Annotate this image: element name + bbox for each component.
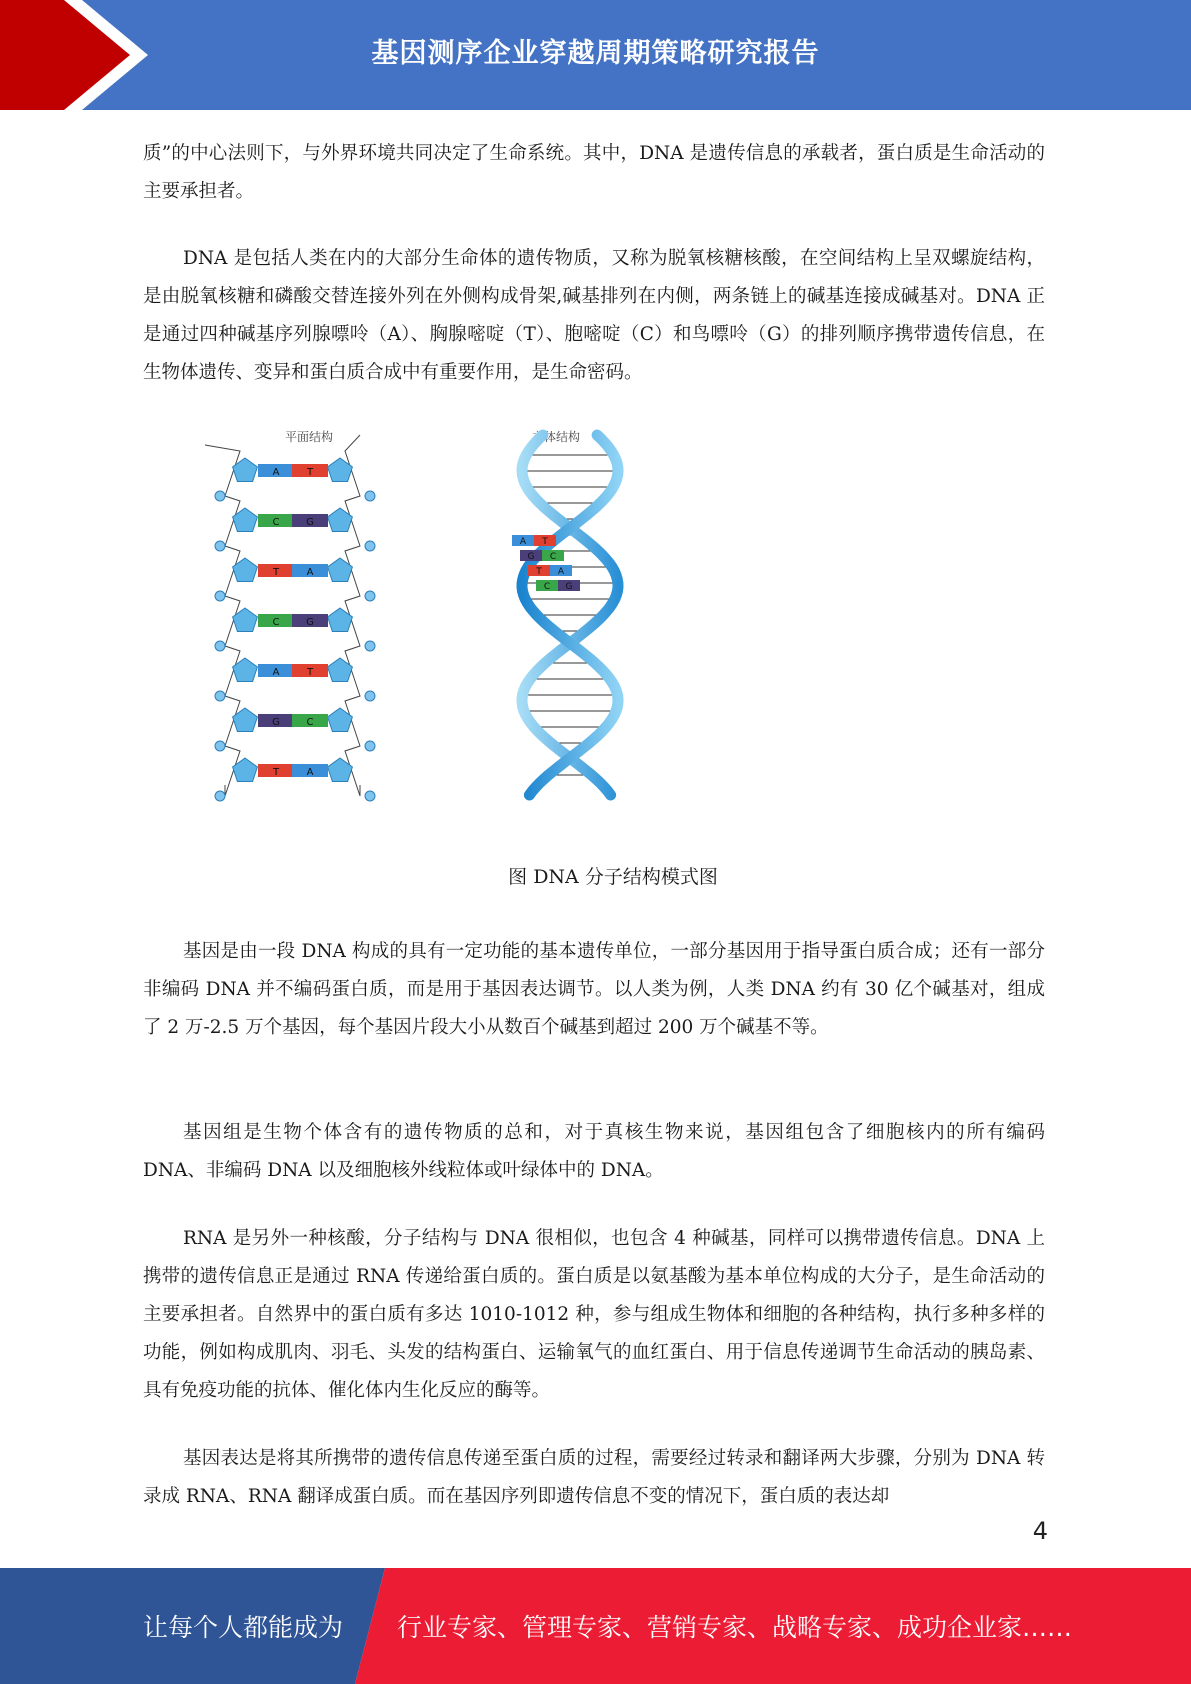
base-label: G	[306, 517, 314, 528]
helix-base-label: G	[565, 582, 573, 592]
base-label: C	[272, 517, 280, 528]
paragraph-gene: 基因是由一段 DNA 构成的具有一定功能的基本遗传单位，一部分基因用于指导蛋白质合成；还有一部分非编码 DNA 并不编码蛋白质，而是用于基因表达调节。以人类为例，人类 DNA 约有 30 亿个碱基对，组成了 2 万-2.5 万个基因，每个基因片段大小从数百个碱基到超过 200 万个碱基不等。	[143, 941, 1045, 1038]
base-label: T	[272, 767, 280, 778]
planar-structure-label: 平面结构	[285, 430, 334, 444]
helix-structure	[512, 435, 618, 795]
phosphate-dot	[365, 591, 375, 601]
helix-structure-label: 立体结构	[532, 430, 581, 444]
phosphate-dot	[365, 741, 375, 751]
base-label: T	[306, 667, 314, 678]
phosphate-dot	[215, 591, 225, 601]
base-label: G	[272, 717, 280, 728]
footer-slogan-right: 行业专家、管理专家、营销专家、战略专家、成功企业家……	[397, 1613, 1073, 1642]
base-label: C	[306, 717, 314, 728]
page-footer	[0, 1568, 1191, 1684]
helix-base-label: A	[557, 567, 565, 577]
phosphate-dot	[215, 491, 225, 501]
paragraph-genome: 基因组是生物个体含有的遗传物质的总和，对于真核生物来说，基因组包含了细胞核内的所有编码 DNA、非编码 DNA 以及细胞核外线粒体或叶绿体中的 DNA。	[143, 1122, 1045, 1181]
phosphate-dot	[365, 691, 375, 701]
dna-structure-figure	[180, 415, 700, 815]
base-label: A	[306, 567, 314, 578]
base-label: A	[272, 667, 280, 678]
base-label: A	[306, 767, 314, 778]
figure-caption: 图 DNA 分子结构模式图	[508, 866, 718, 888]
helix-base-label: C	[543, 582, 551, 592]
helix-base-label: C	[549, 552, 557, 562]
paragraph-central-dogma: 质”的中心法则下，与外界环境共同决定了生命系统。其中，DNA 是遗传信息的承载者，蛋白质是生命活动的主要承担者。	[143, 143, 1045, 202]
phosphate-dot	[215, 541, 225, 551]
header-arrow-icon	[0, 0, 150, 110]
phosphate-dot	[365, 641, 375, 651]
base-label: T	[306, 467, 314, 478]
helix-base-label: T	[542, 537, 548, 547]
base-label: G	[306, 617, 314, 628]
phosphate-dot	[215, 691, 225, 701]
phosphate-dot	[365, 791, 375, 801]
phosphate-dot	[365, 491, 375, 501]
planar-structure	[205, 435, 375, 801]
base-label: T	[272, 567, 280, 578]
phosphate-dot	[215, 641, 225, 651]
report-title: 基因测序企业穿越周期策略研究报告	[371, 37, 820, 69]
phosphate-dot	[215, 741, 225, 751]
base-label: C	[272, 617, 280, 628]
paragraph-rna: RNA 是另外一种核酸，分子结构与 DNA 很相似，也包含 4 种碱基，同样可以携带遗传信息。DNA 上携带的遗传信息正是通过 RNA 传递给蛋白质的。蛋白质是以氨基酸为基本单位构成的大分子，是生命活动的主要承担者。自然界中的蛋白质有多达 1010-1012 种，参与组成生物体和细胞的各种结构，执行多种多样的功能，例如构成肌肉、羽毛、头发的结构蛋白、运输氧气的血红蛋白、用于信息传递调节生命活动的胰岛素、具有免疫功能的抗体、催化体内生化反应的酶等。	[143, 1228, 1045, 1401]
phosphate-dot	[365, 541, 375, 551]
helix-base-label: A	[519, 537, 527, 547]
page-number: 4	[1032, 1517, 1048, 1545]
paragraph-dna: DNA 是包括人类在内的大部分生命体的遗传物质，又称为脱氧核糖核酸，在空间结构上呈双螺旋结构，是由脱氧核糖和磷酸交替连接外列在外侧构成骨架,碱基排列在内侧，两条链上的碱基连接成碱基对。DNA 正是通过四种碱基序列腺嘌呤（A）、胸腺嘧啶（T）、胞嘧啶（C）和鸟嘌呤（G）的排列顺序携带遗传信息，在生物体遗传、变异和蛋白质合成中有重要作用，是生命密码。	[143, 248, 1045, 383]
footer-slogan-left: 让每个人都能成为	[143, 1613, 344, 1642]
page-header	[0, 0, 1191, 110]
helix-base-label: T	[536, 567, 542, 577]
phosphate-dot	[215, 791, 225, 801]
helix-base-label: G	[527, 552, 535, 562]
paragraph-gene-expression: 基因表达是将其所携带的遗传信息传递至蛋白质的过程，需要经过转录和翻译两大步骤，分别为 DNA 转录成 RNA、RNA 翻译成蛋白质。而在基因序列即遗传信息不变的情况下，蛋白质的表达却	[143, 1448, 1045, 1507]
base-label: A	[272, 467, 280, 478]
